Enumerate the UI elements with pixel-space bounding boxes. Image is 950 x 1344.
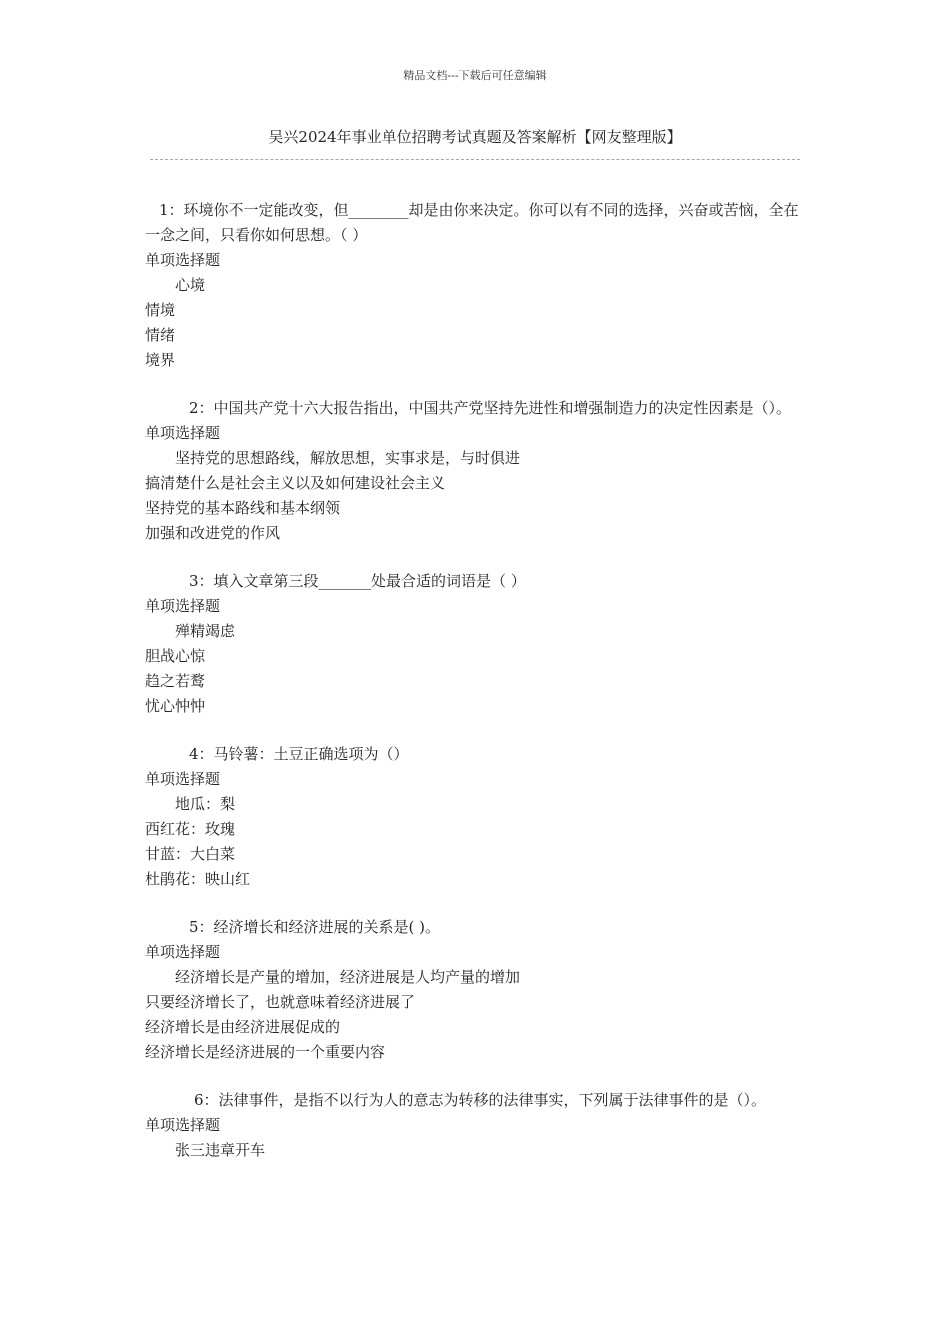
option-b: 只要经济增长了，也就意味着经济进展了: [145, 993, 416, 1011]
option-b: 搞清楚什么是社会主义以及如何建设社会主义: [145, 474, 446, 492]
question-1: [145, 198, 807, 373]
option-c: 坚持党的基本路线和基本纲领: [145, 499, 341, 517]
option-d: 经济增长是经济进展的一个重要内容: [145, 1043, 386, 1061]
option-d: 杜鹃花：映山红: [145, 870, 251, 888]
question-type: 单项选择题: [145, 770, 221, 788]
option-c: 趋之若鹜: [145, 672, 206, 690]
option-c: 经济增长是由经济进展促成的: [145, 1018, 341, 1036]
question-list: [145, 198, 807, 1186]
question-stem: 1：环境你不一定能改变，但________却是由你来决定。你可以有不同的选择，兴奋或苦恼，全在一念之间，只看你如何思想。（ ）: [145, 201, 799, 244]
question-type: 单项选择题: [145, 251, 221, 269]
option-a: 地瓜：梨: [175, 795, 236, 813]
option-b: 情境: [145, 301, 176, 319]
option-a: 殚精竭虑: [175, 622, 236, 640]
option-a: 张三违章开车: [175, 1141, 266, 1159]
option-b: 胆战心惊: [145, 647, 206, 665]
question-stem: 4：马铃薯：土豆正确选项为（）: [189, 745, 409, 763]
option-d: 加强和改进党的作风: [145, 524, 281, 542]
question-type: 单项选择题: [145, 943, 221, 961]
question-type: 单项选择题: [145, 1116, 221, 1134]
title-divider: [150, 159, 800, 160]
question-stem: 2：中国共产党十六大报告指出，中国共产党坚持先进性和增强制造力的决定性因素是（）。: [189, 399, 792, 417]
option-d: 境界: [145, 351, 176, 369]
question-5: [145, 915, 807, 1065]
option-b: 西红花：玫瑰: [145, 820, 236, 838]
question-stem: 6：法律事件，是指不以行为人的意志为转移的法律事实，下列属于法律事件的是（）。: [194, 1091, 767, 1109]
question-4: [145, 742, 807, 892]
document-title: 吴兴2024年事业单位招聘考试真题及答案解析【网友整理版】: [268, 128, 682, 146]
option-c: 情绪: [145, 326, 176, 344]
question-6: [145, 1088, 807, 1163]
question-stem: 3：填入文章第三段_______处最合适的词语是（ ）: [189, 572, 526, 590]
option-a: 经济增长是产量的增加，经济进展是人均产量的增加: [175, 968, 521, 986]
option-d: 忧心忡忡: [145, 697, 206, 715]
question-stem: 5：经济增长和经济进展的关系是( )。: [189, 918, 441, 936]
question-2: [145, 396, 807, 546]
option-a: 心境: [175, 276, 206, 294]
option-a: 坚持党的思想路线，解放思想，实事求是，与时俱进: [175, 449, 521, 467]
question-type: 单项选择题: [145, 424, 221, 442]
option-c: 甘蓝：大白菜: [145, 845, 236, 863]
question-type: 单项选择题: [145, 597, 221, 615]
question-3: [145, 569, 807, 719]
header-note: 精品文档---下载后可任意编辑: [403, 69, 547, 82]
